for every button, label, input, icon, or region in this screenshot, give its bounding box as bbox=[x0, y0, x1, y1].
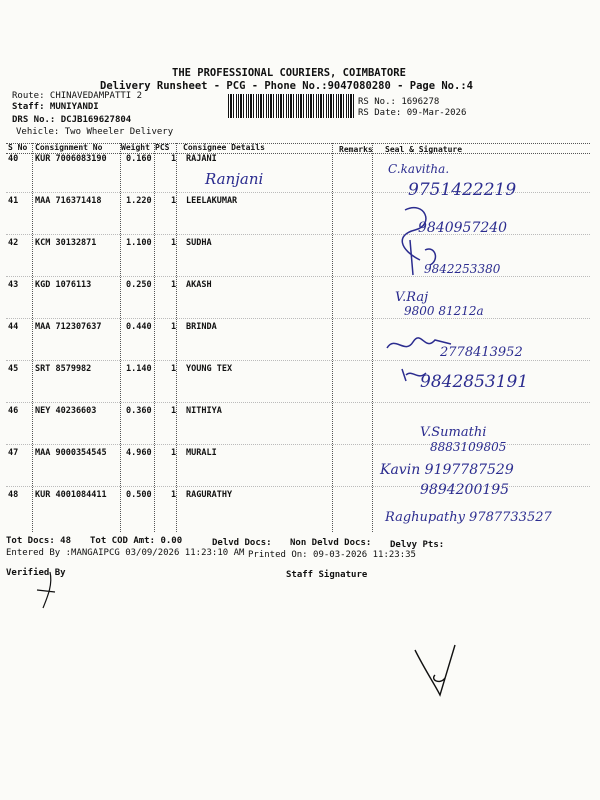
row-consignment-no: SRT 8579982 bbox=[35, 364, 92, 374]
company-title: THE PROFESSIONAL COURIERS, COIMBATORE bbox=[172, 67, 406, 79]
row-consignment-no: MAA 712307637 bbox=[35, 322, 102, 332]
row-sno: 43 bbox=[8, 280, 19, 290]
delivery-points: Delvy Pts: bbox=[390, 540, 445, 550]
handwriting-row42-phone: 9842253380 bbox=[424, 262, 501, 276]
row-pcs: 1 bbox=[171, 280, 177, 290]
staff-signature-label: Staff Signature bbox=[286, 570, 368, 580]
handwriting-row47-phone1: Kavin 9197787529 bbox=[380, 462, 514, 478]
row-pcs: 1 bbox=[171, 154, 177, 164]
total-docs: Tot Docs: 48 bbox=[6, 536, 72, 546]
row-pcs: 1 bbox=[171, 448, 177, 458]
row-weight: 4.960 bbox=[126, 448, 152, 458]
row-pcs: 1 bbox=[171, 406, 177, 416]
row-consignee: AKASH bbox=[186, 280, 212, 290]
row-weight: 0.360 bbox=[126, 406, 152, 416]
handwriting-row48-sign: Raghupathy 9787733527 bbox=[385, 510, 552, 525]
row-pcs: 1 bbox=[171, 322, 177, 332]
row-consignee: SUDHA bbox=[186, 238, 212, 248]
row-sno: 47 bbox=[8, 448, 19, 458]
row-weight: 1.140 bbox=[126, 364, 152, 374]
rs-date: RS Date: 09-Mar-2026 bbox=[358, 108, 467, 118]
handwriting-row43-name: V.Raj bbox=[395, 290, 429, 305]
row-weight: 0.160 bbox=[126, 154, 152, 164]
row-divider bbox=[6, 402, 590, 403]
barcode bbox=[228, 94, 354, 118]
row-consignee: RAGURATHY bbox=[186, 490, 233, 500]
row-consignment-no: MAA 9000354545 bbox=[35, 448, 107, 458]
printed-on: Printed On: 09-03-2026 11:23:35 bbox=[248, 550, 416, 560]
signature-scribble-44 bbox=[385, 330, 455, 360]
runsheet-title: Delivery Runsheet - PCG - Phone No.:9047080280 - Page No.:4 bbox=[100, 80, 473, 92]
col-remarks: Remarks bbox=[339, 145, 373, 154]
col-consignment: Consignment No bbox=[35, 143, 103, 152]
row-pcs: 1 bbox=[171, 490, 177, 500]
row-consignee: BRINDA bbox=[186, 322, 217, 332]
row-divider bbox=[6, 276, 590, 277]
handwriting-row43-phone: 9800 81212a bbox=[404, 304, 484, 318]
handwriting-row46-phone: 8883109805 bbox=[430, 440, 507, 454]
row-divider bbox=[6, 360, 590, 361]
row-pcs: 1 bbox=[171, 238, 177, 248]
row-consignee: MURALI bbox=[186, 448, 217, 458]
col-weight: Weight bbox=[121, 143, 150, 152]
signature-scribble-41 bbox=[395, 200, 475, 280]
row-consignee: YOUNG TEX bbox=[186, 364, 233, 374]
verified-by-label: Verified By bbox=[6, 568, 66, 578]
row-sno: 45 bbox=[8, 364, 19, 374]
col-seal: Seal & Signature bbox=[385, 145, 463, 154]
col-pcs: PCS bbox=[155, 143, 170, 152]
row-weight: 0.500 bbox=[126, 490, 152, 500]
row-consignee: RAJANI bbox=[186, 154, 217, 164]
handwriting-row44-phone: 2778413952 bbox=[440, 345, 523, 360]
route-label: Route: CHINAVEDAMPATTI 2 bbox=[12, 91, 143, 101]
row-sno: 41 bbox=[8, 196, 19, 206]
delivered-docs: Delvd Docs: bbox=[212, 538, 272, 548]
handwriting-row40-sign: C.kavitha. bbox=[388, 162, 450, 176]
col-consignee: Consignee Details bbox=[183, 143, 265, 152]
handwriting-row46-name: V.Sumathi bbox=[420, 425, 487, 440]
vehicle-label: Vehicle: Two Wheeler Delivery bbox=[16, 127, 174, 137]
row-pcs: 1 bbox=[171, 364, 177, 374]
row-weight: 0.440 bbox=[126, 322, 152, 332]
staff-label: Staff: MUNIYANDI bbox=[12, 102, 99, 112]
row-consignment-no: NEY 40236603 bbox=[35, 406, 97, 416]
rs-number: RS No.: 1696278 bbox=[358, 97, 440, 107]
row-weight: 1.100 bbox=[126, 238, 152, 248]
row-consignment-no: MAA 716371418 bbox=[35, 196, 102, 206]
row-weight: 1.220 bbox=[126, 196, 152, 206]
row-consignment-no: KUR 7006083190 bbox=[35, 154, 107, 164]
handwriting-row45-phone: 9842853191 bbox=[420, 372, 529, 392]
row-weight: 0.250 bbox=[126, 280, 152, 290]
col-sno: S No bbox=[8, 143, 28, 152]
row-sno: 48 bbox=[8, 490, 19, 500]
drs-number: DRS No.: DCJB169627804 bbox=[12, 115, 132, 125]
handwriting-row41-phone: 9840957240 bbox=[418, 220, 508, 236]
signature-scribble-45 bbox=[400, 365, 430, 385]
row-consignment-no: KCM 30132871 bbox=[35, 238, 97, 248]
total-cod: Tot COD Amt: 0.00 bbox=[90, 536, 183, 546]
row-consignee: NITHIYA bbox=[186, 406, 222, 416]
handwriting-row47-phone2: 9894200195 bbox=[420, 482, 510, 498]
row-consignment-no: KGD 1076113 bbox=[35, 280, 92, 290]
entered-by: Entered By :MANGAIPCG 03/09/2026 11:23:10 AM bbox=[6, 548, 245, 558]
row-sno: 40 bbox=[8, 154, 19, 164]
row-sno: 42 bbox=[8, 238, 19, 248]
row-pcs: 1 bbox=[171, 196, 177, 206]
staff-signature-scribble bbox=[410, 640, 470, 700]
non-delivered-docs: Non Delvd Docs: bbox=[290, 538, 372, 548]
row-consignment-no: KUR 4001084411 bbox=[35, 490, 107, 500]
handwriting-row40-name: Ranjani bbox=[205, 170, 264, 188]
row-consignee: LEELAKUMAR bbox=[186, 196, 238, 206]
row-sno: 44 bbox=[8, 322, 19, 332]
row-sno: 46 bbox=[8, 406, 19, 416]
handwriting-row40-phone: 9751422219 bbox=[408, 180, 517, 200]
row-divider bbox=[6, 318, 590, 319]
